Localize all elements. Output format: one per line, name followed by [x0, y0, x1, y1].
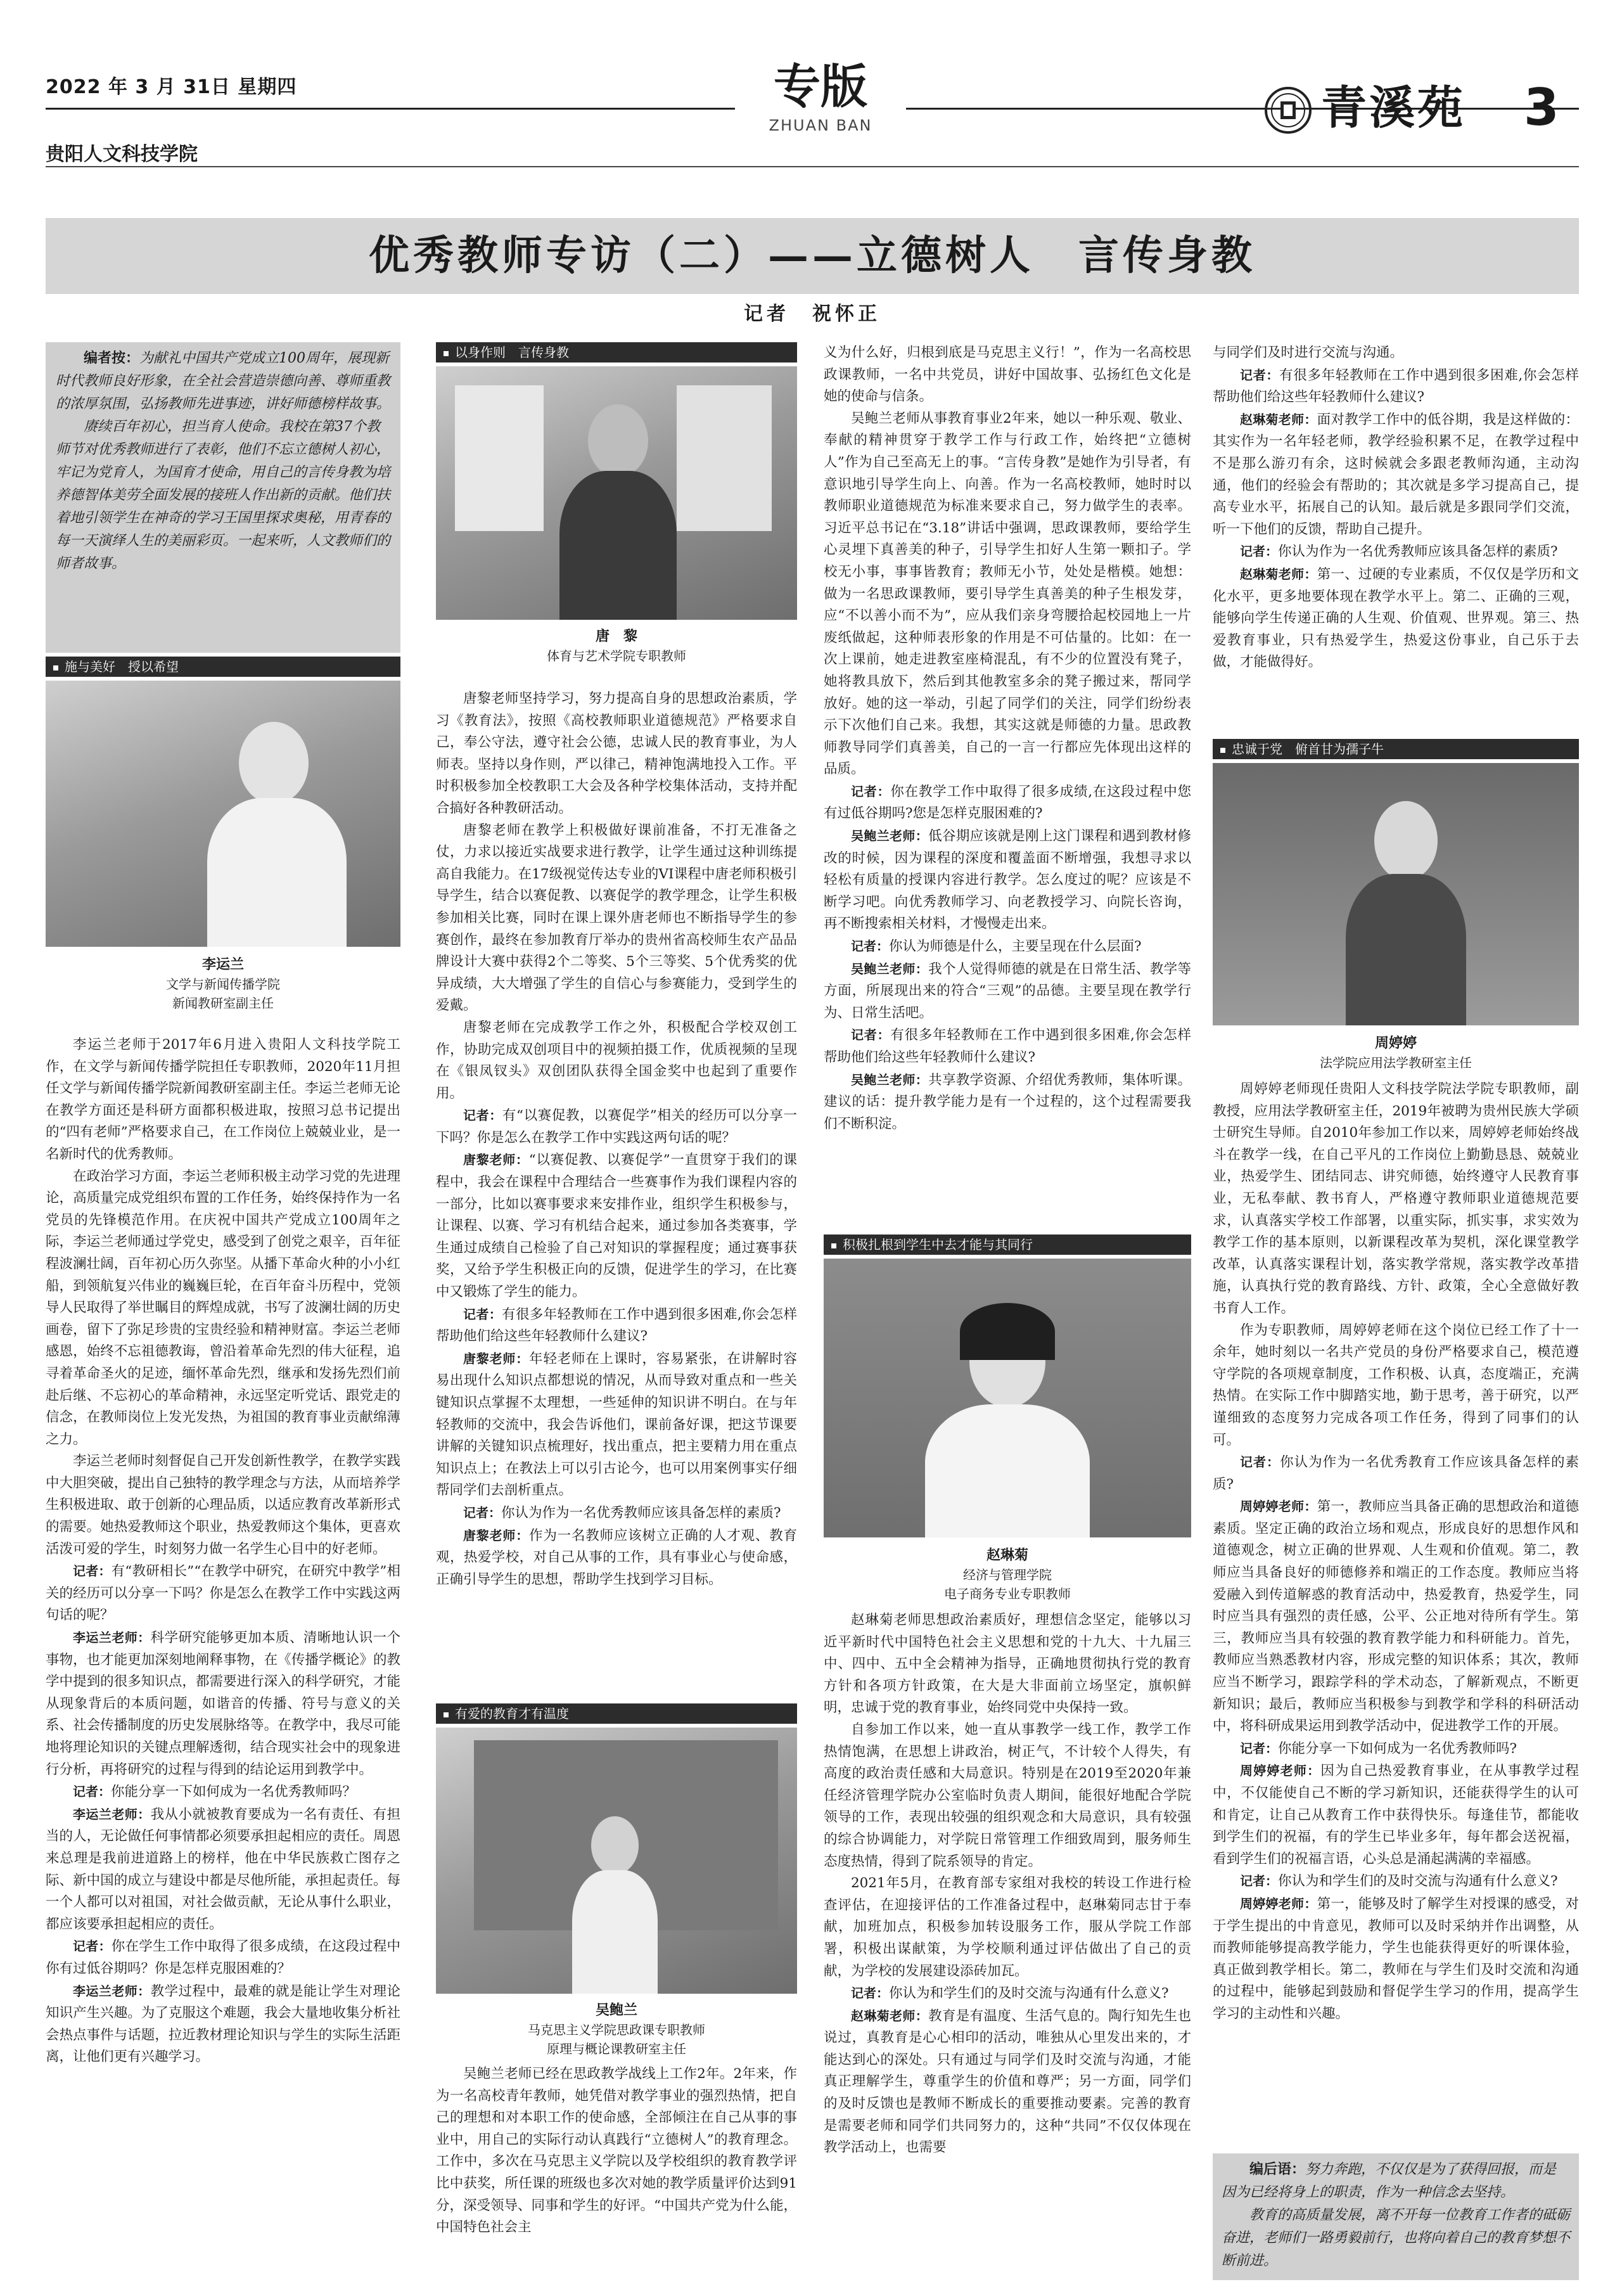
caption-line: 法学院应用法学教研室主任	[1320, 1055, 1472, 1070]
paragraph: 义为什么好，归根到底是马克思主义行！”，作为一名高校思政课教师，一名中共党员，讲好中国故事、弘扬红色文化是她的使命与信条。	[824, 345, 1191, 405]
paragraph: 周婷婷老师现任贵阳人文科技学院法学院专职教师，副教授，应用法学教研室主任，2019年被聘为贵州民族大学硕士研究生导师。自2010年参加工作以来，周婷婷老师始终战斗在教学一线，在自己平凡的工作岗位上勤勤恳恳、兢兢业业，热爱学生、团结同志、讲究师德，始终遵守人民教育事业，无私奉献、教书育人，严格遵守教师职业道德规范要求，认真落实学校工作部署，以重实际，抓实事，求实效为教学工作的基本原则，以新课程改革为契机，深化课堂教学改革，认真落实课程计划，落实教学常规，落实教学改革措施，认真执行党的教育路线、方针、政策，全心全意做好教书育人工作。	[1213, 1081, 1579, 1316]
caption-line: 原理与概论课教研室主任	[547, 2041, 686, 2056]
qa-speaker: 周婷婷老师：	[1240, 1763, 1321, 1779]
qa-text: 面对教学工作中的低谷期，我是这样做的：其实作为一名年轻老师，教学经验积累不足，在教学过程中不是那么游刃有余，这时候就会多跟老教师沟通，主动沟通，他们的经验会有帮助的；其次就是多学习提高自己，提高专业水平，拓展自己的认知。最后就是多跟同学们交流，听一下他们的反馈，帮助自己提升。	[1213, 411, 1579, 537]
column-3-text	[824, 342, 1191, 1135]
paragraph: 与同学们及时进行交流与沟通。	[1213, 345, 1404, 361]
qa-text: 你认为作为一名优秀教育工作应该具备怎样的素质?	[1213, 1454, 1580, 1492]
caption-name: 唐 黎	[595, 629, 637, 645]
qa-speaker: 记者：	[851, 1027, 891, 1043]
qa-item	[436, 1348, 797, 1502]
qa-speaker: 记者：	[463, 1108, 502, 1124]
editor-note	[46, 342, 400, 653]
qa-item	[436, 1149, 797, 1303]
section-header-tang: 以身作则 言传身教	[436, 342, 797, 362]
caption-name: 李运兰	[201, 957, 244, 973]
qa-item	[436, 1304, 797, 1348]
qa-item	[46, 1804, 400, 1936]
qa-speaker: 记者：	[463, 1504, 501, 1520]
caption-name: 吴鲍兰	[595, 2003, 637, 2018]
caption-li-yunlan	[46, 956, 400, 1013]
photo-zhou-tingting	[1213, 763, 1579, 1025]
paragraph: 唐黎老师坚持学习，努力提高自身的思想政治素质，学习《教育法》，按照《高校教师职业道德规范》严格要求自己，奉公守法，遵守社会公德，忠诚人民的教育事业，为人师表。坚持以身作则，严以律己，精神饱满地投入工作。平时积极参加全校教职工大会及各种学校集体活动，支持并配合搞好各种教研活动。	[436, 691, 797, 816]
qa-item	[1213, 1870, 1579, 1893]
qa-item	[436, 1105, 797, 1149]
paragraph: 自参加工作以来，她一直从事教学一线工作，教学工作热情饱满，在思想上讲政治，树正气，不计较个人得失，有高度的政治责任感和大局意识。特别是在2019至2020年兼任经济管理学院办公室临时负责人期间，能很好地配合学院领导的工作，表现出较强的组织观念和大局意识，具有较强的综合协调能力，对学院日常管理工作细致周到，服务师生态度热情，得到了院系领导的肯定。	[824, 1721, 1191, 1870]
column-1-text	[46, 1034, 400, 2068]
qa-text: 你在学生工作中取得了很多成绩，在这段过程中你有过低谷期吗？你是怎样克服困难的？	[46, 1939, 400, 1977]
caption-line: 电子商务专业专职教师	[944, 1586, 1071, 1601]
paragraph: 唐黎老师在教学上积极做好课前准备，不打无准备之仗，力求以接近实战要求进行教学，让学生通过这种训练提高自我能力。在17级视觉传达专业的VI课程中唐老师积极引导学生，结合以赛促教、以赛促学的教学理念，让学生积极参加相关比赛，同时在课上课外唐老师也不断指导学生的参赛创作，最终在参加教育厅举办的贵州省高校师生农产品品牌设计大赛中获得2个二等奖、5个三等奖、5个优秀奖的优异成绩，大大增强了学生的自信心与参赛能力，受到学生的爱戴。	[436, 822, 797, 1014]
caption-line: 经济与管理学院	[963, 1567, 1052, 1582]
qa-speaker: 周婷婷老师：	[1240, 1499, 1317, 1515]
paragraph: 吴鲍兰老师从事教育事业2年来，她以一种乐观、敬业、奉献的精神贯穿于教学工作与行政工作，始终把“立德树人”作为自己至高无上的事。“言传身教”是她作为引导者，有意识地引导学生向上、向善。作为一名高校教师，她时时以教师职业道德规范为标准来要求自己，努力做学生的表率。习近平总书记在“3.18”讲话中强调，思政课教师，要给学生心灵埋下真善美的种子，引导学生扣好人生第一颗扣子。学校无小事，事事皆教育；教师无小节，处处是楷模。她想：做为一名思政课教师，要引导学生真善美的种子生根发芽，应“不以善小而不为”，应从我们亲身弯腰拾起校园地上一片废纸做起，这种师表形象的作用是不可估量的。比如：在一次上课前，她走进教室座椅混乱，有不少的位置没有凳子，她将教具放下，然后到其他教室多余的凳子搬过来，帮同学放好。她的这一举动，引起了同学们的关注，同学们纷纷表示下次他们自己来。我想，其实这就是师德的力量。思政教师教导同学们真善美，自己的一言一行都应先体现出这样的品质。	[824, 410, 1191, 778]
closing-note	[1213, 2153, 1579, 2280]
paragraph: 作为专职教师，周婷婷老师在这个岗位已经工作了十一余年，她时刻以一名共产党员的身份严格要求自己，模范遵守学院的各项规章制度，工作积极、认真，态度端正，充满热情。在实际工作中脚踏实地，勤于思考，善于研究，以严谨细致的态度努力完成各项工作任务，得到了同事们的认可。	[1213, 1322, 1579, 1448]
qa-item	[1213, 563, 1579, 674]
qa-item	[824, 1024, 1191, 1068]
qa-speaker: 唐黎老师：	[463, 1527, 530, 1543]
closing-note-p1: 努力奔跑，不仅仅是为了获得回报，而是因为已经将身上的职责，作为一种信念去坚持。	[1222, 2162, 1557, 2200]
qa-speaker: 记者：	[851, 939, 889, 954]
qa-speaker: 赵琳菊老师：	[1240, 411, 1317, 427]
qa-speaker: 记者：	[1240, 544, 1278, 560]
qa-speaker: 周婷婷老师：	[1240, 1895, 1317, 1911]
caption-line: 文学与新闻传播学院	[166, 977, 280, 992]
column-4b-text	[1213, 1079, 1579, 2025]
caption-line: 新闻教研室副主任	[172, 996, 274, 1011]
paragraph: 李运兰老师于2017年6月进入贵阳人文科技学院工作，在文学与新闻传播学院担任专职教师，2020年11月担任文学与新闻传播学院新闻教研室副主任。李运兰老师无论在教学方面还是科研方面都积极进取，按照习总书记提出的“四有老师”严格要求自己，在工作岗位上兢兢业业，是一名新时代的优秀教师。	[46, 1037, 400, 1162]
section-header-zhao: 积极扎根到学生中去才能与其同行	[824, 1235, 1191, 1255]
caption-zhou-tingting	[1213, 1034, 1579, 1072]
school-seal-icon	[1264, 86, 1312, 134]
qa-text: 有很多年轻教师在工作中遇到很多困难,你会怎样帮助他们给这些年轻教师什么建议?	[436, 1306, 798, 1345]
column-4-text	[1213, 342, 1579, 674]
qa-item	[1213, 1893, 1579, 2025]
photo-tang-li	[436, 366, 797, 620]
editor-note-p2: 赓续百年初心，担当育人使命。我校在第37个教师节对优秀教师进行了表彰，他们不忘立德树人初心，牢记为党育人，为国育才使命，用自己的言传身教为培养德智体美劳全面发展的接班人作出新的贡献。他们扶着地引领学生在神奇的学习王国里探求奥秘，用青春的每一天演绎人生的美丽彩页。一起来听，人文教师们的师者故事。	[56, 419, 391, 572]
qa-text: 有“教研相长”“在教学中研究，在研究中教学”相关的经历可以分享一下吗？你是怎么在教学工作中实践这两句话的呢？	[46, 1563, 401, 1624]
qa-speaker: 唐黎老师：	[463, 1350, 530, 1366]
qa-text: 共享教学资源、介绍优秀教师，集体听课。建议的话：提升教学能力是有一个过程的，这个过程需要我们不断积淀。	[824, 1072, 1191, 1132]
header-rule	[46, 166, 1579, 167]
editor-note-p1: 为献礼中国共产党成立100周年，展现新时代教师良好形象，在全社会营造崇德向善、尊师重教的浓厚氛围，弘扬教师先进事迹，讲好师德榜样故事。	[56, 350, 391, 412]
paragraph: 在政治学习方面，李运兰老师积极主动学习党的先进理论，高质量完成党组织布置的工作任务，始终保持作为一名党员的先锋模范作用。在庆祝中国共产党成立100周年之际，李运兰老师通过学党史，感受到了创党之艰辛，百年征程波澜壮阔，百年初心历久弥坚。从播下革命火种的小小红船，到领航复兴伟业的巍巍巨轮，在百年奋斗历程中，党领导人民取得了举世瞩目的辉煌成就，书写了波澜壮阔的历史画卷，留下了弥足珍贵的宝贵经验和精神财富。李运兰老师感恩，始终不忘祖德教诲，曾沿着革命先烈的伟大征程，追寻着革命圣火的足迹，缅怀革命先烈，继承和发扬先烈们前赴后继、不忘初心的革命精神，永远坚定听党话、跟党走的信念，在教师岗位上发光发热，为祖国的教育事业贡献绵薄之力。	[46, 1168, 400, 1447]
qa-speaker: 唐黎老师：	[463, 1152, 529, 1168]
qa-item	[824, 825, 1191, 935]
section-header-wu: 有爱的教育才有温度	[436, 1703, 797, 1724]
column-2b-text	[436, 2063, 797, 2239]
qa-speaker: 记者：	[73, 1784, 111, 1800]
caption-line: 体育与艺术学院专职教师	[547, 648, 686, 664]
qa-speaker: 吴鲍兰老师：	[851, 828, 929, 844]
column-2-text	[436, 688, 797, 1591]
qa-text: 教育是有温度、生活气息的。陶行知先生也说过，真教育是心心相印的活动，唯独从心里发出来的，才能达到心的深处。只有通过与同学们及时交流与沟通，才能真正理解学生，尊重学生的价值和尊严；另一方面，同学们的及时反馈也是教师不断成长的重要推动要素。完善的教育是需要老师和同学们共同努力的，这种“共同”不仅仅体现在教学活动上，也需要	[824, 2008, 1191, 2156]
qa-text: 第一，能够及时了解学生对授课的感受，对于学生提出的中肯意见，教师可以及时采纳并作出调整，从而教师能够提高教学能力，学生也能获得更好的听课体验，真正做到教学相长。第二，教师在与学生们及时交流和沟通的过程中，能够起到鼓励和督促学生学习的作用，提高学生学习的主动性和兴趣。	[1213, 1895, 1579, 2022]
section-header-zhou: 忠诚于党 俯首甘为孺子牛	[1213, 739, 1579, 759]
qa-text: 你能分享一下如何成为一名优秀教师吗?	[1278, 1740, 1517, 1757]
qa-speaker: 记者：	[1240, 1740, 1278, 1756]
qa-speaker: 记者：	[851, 1985, 889, 2001]
qa-item	[46, 1935, 400, 1980]
caption-line: 马克思主义学院思政课专职教师	[528, 2022, 705, 2037]
qa-item	[824, 958, 1191, 1025]
qa-item	[1213, 1738, 1579, 1760]
section-header-li: 施与美好 授以希望	[46, 657, 400, 677]
section-title: 专版	[774, 60, 867, 114]
qa-text: 你认为作为一名优秀教师应该具备怎样的素质?	[501, 1504, 781, 1521]
photo-li-yunlan	[46, 681, 400, 947]
qa-speaker: 记者：	[1240, 1873, 1278, 1889]
column-3b-text	[824, 1610, 1191, 2159]
qa-item	[46, 1781, 400, 1804]
qa-speaker: 记者：	[73, 1563, 112, 1579]
caption-name: 周婷婷	[1374, 1036, 1417, 1051]
qa-text: 有“以赛促教，以赛促学”相关的经历可以分享一下吗？你是怎么在教学工作中实践这两句话的呢？	[436, 1108, 797, 1146]
qa-item	[436, 1525, 797, 1591]
qa-text: 教学过程中，最难的就是能让学生对理论知识产生兴趣。为了克服这个难题，我会大量地收集分析社会热点事件与话题，拉近教材理论知识与学生的实际生活距离，让他们更有兴趣学习。	[46, 1983, 400, 2065]
institution-name: 贵阳人文科技学院	[46, 143, 198, 165]
qa-text: 作为一名教师应该树立正确的人才观、教育观，热爱学校，对自己从事的工作，具有事业心与使命感，正确引导学生的思想，帮助学生找到学习目标。	[436, 1527, 797, 1587]
qa-text: 你认为和学生们的及时交流与沟通有什么意义?	[889, 1985, 1169, 2002]
qa-text: 因为自己热爱教育事业，在从事教学过程中，不仅能使自己不断的学习新知识，还能获得学生的认可和肯定，让自己从教育工作中获得快乐。每逢佳节，都能收到学生们的祝福，有的学生已毕业多年，每年都会送祝福，看到学生们的祝福言语，心头总是涌起满满的幸福感。	[1213, 1763, 1579, 1867]
caption-name: 赵琳菊	[986, 1548, 1028, 1563]
paragraph: 唐黎老师在完成教学工作之外，积极配合学校双创工作，协助完成双创项目中的视频拍摄工作，优质视频的呈现在《银凤钗头》双创团队获得全国金奖中也起到了重要作用。	[436, 1019, 797, 1101]
qa-item	[46, 1627, 400, 1781]
qa-text: 第一、过硬的专业素质，不仅仅是学历和文化水平，更多地要体现在教学水平上。第二、正确的三观，能够向学生传递正确的人生观、价值观、世界观。第三、热爱教育事业，只有热爱学生，热爱这份事业，自己乐于去做，才能做得好。	[1213, 566, 1579, 670]
paragraph: 赵琳菊老师思想政治素质好，理想信念坚定，能够以习近平新时代中国特色社会主义思想和党的十九大、十九届三中、四中、五中全会精神为指导，正确地贯彻执行党的教育方针和各项方针政策，在大是大非面前立场坚定，旗帜鲜明，忠诚于党的教育事业，始终同党中央保持一致。	[824, 1612, 1191, 1716]
qa-speaker: 记者：	[1240, 1454, 1280, 1470]
qa-item	[824, 1069, 1191, 1136]
headline: 优秀教师专访（二）——立德树人 言传身教	[369, 232, 1256, 279]
qa-item	[1213, 364, 1579, 409]
qa-text: 年轻老师在上课时，容易紧张，在讲解时容易出现什么知识点都想说的情况，从而导致对重点和一些关键知识点掌握不太理想，一些延伸的知识讲不明白。在与年轻教师的交流中，我会告诉他们，课前备好课，把这节课要讲解的关键知识点梳理好，找出重点，把主要精力用在重点知识点上；在教法上可以引古论今，也可以用案例事实仔细帮同学们去剖析重点。	[436, 1350, 797, 1499]
qa-item	[824, 2005, 1191, 2159]
issue-date: 2022 年 3 月 31日 星期四	[46, 76, 297, 98]
closing-note-label: 编后语：	[1249, 2162, 1306, 2177]
qa-speaker: 记者：	[851, 783, 891, 799]
photo-wu-baolan	[436, 1728, 797, 1994]
qa-speaker: 记者：	[1240, 367, 1280, 383]
paper-title: 青溪苑	[1321, 80, 1466, 134]
qa-text: 科学研究能够更加本质、清晰地认识一个事物，也才能更加深刻地阐释事物，在《传播学概论》的教学中提到的很多知识点，都需要进行深入的科学研究，才能从现象背后的本质问题，如谐音的传播、符号与意义的关系、社会传播制度的历史发展脉络等。在教学中，我尽可能地将理论知识的关键点理解透彻，结合现实社会中的现象进行分析，再将研究的过程与得到的结论运用到教学中。	[46, 1630, 400, 1778]
qa-text: 你认为和学生们的及时交流与沟通有什么意义?	[1278, 1873, 1558, 1890]
qa-item	[1213, 1451, 1579, 1496]
qa-item	[1213, 541, 1579, 563]
qa-speaker: 李运兰老师：	[73, 1630, 151, 1646]
qa-text: 你在教学工作中取得了很多成绩,在这段过程中您有过低谷期吗?您是怎样克服困难的?	[824, 783, 1192, 822]
qa-text: 第一，教师应当具备正确的思想政治和道德素质。坚定正确的政治立场和观点，形成良好的思想作风和道德观念，树立正确的世界观、人生观和价值观。第二，教师应当具备良好的师德修养和端正的工作态度。教师应当将爱融入到传道解惑的教育活动中，热爱教育，热爱学生，同时应当具有强烈的责任感，公平、公正地对待所有学生。第三，教师应当具有较强的教育教学能力和科研能力。首先，教师应当熟悉教材内容，形成完整的知识体系；其次，教师应当不断学习，跟踪学科的学术动态，了解新观点，不断更新知识；最后，教师应当积极参与到教学和学科的科研活动中，将科研成果运用到教学活动中，促进教学工作的开展。	[1213, 1499, 1579, 1735]
paragraph: 2021年5月，在教育部专家组对我校的转设工作进行检查评估，在迎接评估的工作准备过程中，赵琳菊同志甘于奉献，加班加点，积极参加转设服务工作，服从学院工作部署，积极出谋献策，为学校顺利通过评估做出了自己的贡献，为学校的发展建设添砖加瓦。	[824, 1875, 1191, 1979]
photo-zhao-linju	[824, 1259, 1191, 1537]
qa-item	[436, 1502, 797, 1525]
qa-text: “以赛促教、以赛促学”一直贯穿于我们的课程中，我会在课程中合理结合一些赛事作为我们课程内容的一部分，比如以赛事要求来安排作业，组织学生积极参与，让课程、以赛、学习有机结合起来，通过参加各类赛事，学生通过成绩自己检验了自己对知识的掌握程度；通过赛事获奖，又给予学生积极正向的反馈，促进学生的学习，在比赛中又锻炼了学生的能力。	[436, 1152, 797, 1300]
qa-speaker: 记者：	[73, 1939, 112, 1954]
qa-text: 低谷期应该就是刚上这门课程和遇到教材修改的时候，因为课程的深度和覆盖面不断增强，我想寻求以轻松有质量的授课内容进行教学。怎么度过的呢？应该是不断学习吧。向优秀教师学习、向老教授学习、向院长咨询，再不断搜索相关材料，才慢慢走出来。	[824, 828, 1191, 932]
caption-tang-li	[436, 627, 797, 665]
paragraph: 李运兰老师时刻督促自己开发创新性教学，在教学实践中大胆突破，提出自己独特的教学理念与方法，从而培养学生积极进取、敢于创新的心理品质，以适应教育改革新形式的需要。她热爱教师这个职业，热爱教师这个集体，更喜欢活泼可爱的学生，时刻努力做一名学生心目中的好老师。	[46, 1453, 400, 1557]
byline: 记者 祝怀正	[744, 303, 881, 325]
qa-item	[824, 781, 1191, 825]
page-number: 3	[1524, 78, 1559, 137]
qa-item	[1213, 409, 1579, 541]
qa-text: 我从小就被教育要成为一名有责任、有担当的人，无论做任何事情都必须要承担起相应的责任。周恩来总理是我前进道路上的榜样，他在中华民族救亡图存之际、新中国的成立与建设中都是尽他所能，承担起责任。每一个人都可以对祖国，对社会做贡献，无论从事什么职业，都应该要承担起相应的责任。	[46, 1806, 400, 1932]
qa-text: 你能分享一下如何成为一名优秀教师吗？	[111, 1784, 357, 1800]
caption-zhao-linju	[824, 1546, 1191, 1603]
editor-note-label: 编者按：	[84, 350, 140, 366]
qa-item	[824, 1982, 1191, 2005]
qa-speaker: 李运兰老师：	[73, 1806, 151, 1822]
qa-text: 你认为师德是什么，主要呈现在什么层面?	[889, 939, 1142, 955]
section-pinyin: ZHUAN BAN	[769, 117, 872, 134]
qa-speaker: 赵琳菊老师：	[851, 2008, 929, 2023]
paragraph: 吴鲍兰老师已经在思政教学战线上工作2年。2年来，作为一名高校青年教师，她凭借对教学事业的强烈热情，把自己的理想和对本职工作的使命感，全部倾注在自己从事的事业中，用自己的实际行动认真践行“立德树人”的教育理念。工作中，多次在马克思主义学院以及学校组织的教育教学评比中获奖，所任课的班级也多次对她的教学质量评价达到91分，深受领导、同事和学生的好评。“中国共产党为什么能，中国特色社会主	[436, 2066, 797, 2236]
qa-item	[824, 935, 1191, 958]
qa-item	[1213, 1760, 1579, 1870]
qa-item	[46, 1980, 400, 2068]
qa-item	[1213, 1496, 1579, 1738]
qa-speaker: 记者：	[463, 1306, 502, 1322]
qa-text: 有很多年轻教师在工作中遇到很多困难,你会怎样帮助他们给这些年轻教师什么建议?	[824, 1027, 1192, 1065]
qa-text: 有很多年轻教师在工作中遇到很多困难,你会怎样帮助他们给这些年轻教师什么建议?	[1213, 367, 1580, 406]
qa-item	[46, 1560, 400, 1627]
qa-speaker: 吴鲍兰老师：	[851, 1072, 929, 1087]
qa-speaker: 李运兰老师：	[73, 1983, 151, 1999]
qa-text: 我个人觉得师德的就是在日常生活、教学等方面，所展现出来的符合“三观”的品德。主要呈现在教学行为、日常生活吧。	[824, 961, 1191, 1021]
qa-speaker: 赵琳菊老师：	[1240, 566, 1317, 582]
caption-wu-baolan	[436, 2001, 797, 2058]
qa-text: 你认为作为一名优秀教师应该具备怎样的素质?	[1278, 544, 1558, 560]
closing-note-p2: 教育的高质量发展，离不开每一位教育工作者的砥砺奋进，老师们一路勇毅前行，也将向着自己的教育梦想不断前进。	[1222, 2207, 1571, 2269]
qa-speaker: 吴鲍兰老师：	[851, 961, 929, 977]
